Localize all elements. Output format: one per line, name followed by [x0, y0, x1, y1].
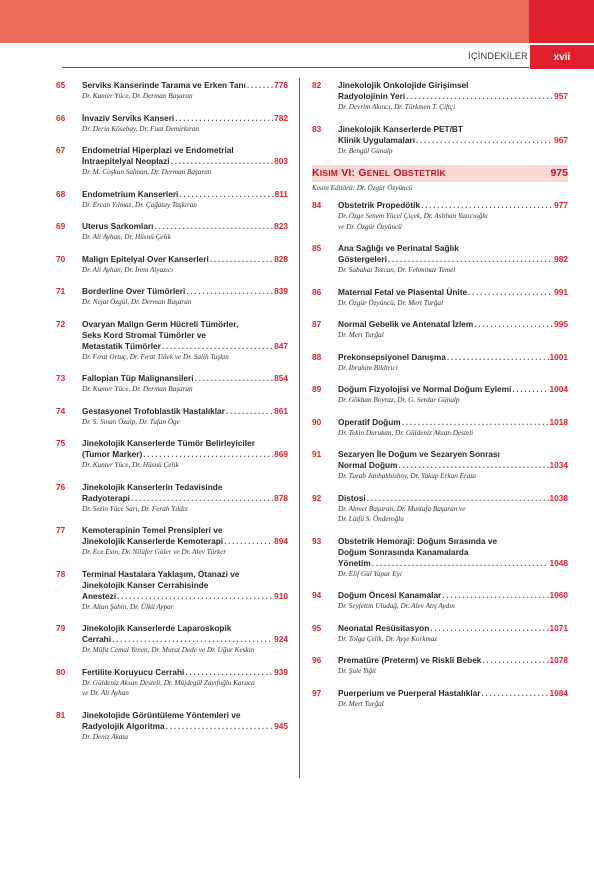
chapter-number: 78	[56, 568, 66, 579]
chapter-title-line: Terminal Hastalara Yaklaşım, Ötanazi ve	[82, 568, 240, 579]
chapter-title: Serviks Kanserinde Tarama ve Erken Tanı	[82, 80, 246, 90]
toc-entry[interactable]	[312, 449, 568, 482]
chapter-title: Operatif Doğum	[338, 416, 401, 427]
chapter-title-leader-line	[82, 221, 288, 232]
chapter-authors: Dr. Fırat Ortuç, Dr. Fırat Tülek ve Dr. Salih Taşkın	[82, 352, 229, 361]
chapter-number: 91	[312, 449, 322, 459]
chapter-title: Neonatal Resüsitasyon	[338, 622, 430, 633]
dot-leader	[482, 688, 549, 699]
chapter-title: Prekonsepsiyonel Danışma	[338, 351, 446, 362]
chapter-title-leader-line	[82, 591, 288, 602]
chapter-number: 89	[312, 384, 322, 394]
chapter-authors: Dr. Sezin Yüce Sarı, Dr. Ferah Yıldız	[82, 504, 188, 513]
chapter-title-leader-line	[82, 536, 288, 547]
chapter-title-line: Jinekolojide Görüntüleme Yöntemleri ve	[82, 709, 241, 720]
chapter-authors: Dr. Bengül Günalp	[338, 146, 393, 155]
chapter-title-line: Jinekolojik Kanser Cerrahisinde	[82, 579, 209, 590]
toc-right-column	[312, 80, 568, 709]
dot-leader	[179, 189, 273, 200]
chapter-title-leader-line	[82, 80, 288, 91]
chapter-number: 95	[312, 622, 322, 633]
dot-leader	[131, 493, 273, 504]
section-editor: Kısım Editörü: Dr. Özgür Özyüncü	[312, 184, 413, 192]
chapter-title-leader-line	[338, 352, 568, 363]
dot-leader	[402, 417, 549, 428]
chapter-title-leader-line	[82, 254, 288, 265]
dot-leader	[185, 667, 273, 678]
toc-entry[interactable]	[56, 438, 288, 471]
dot-leader	[166, 721, 273, 732]
dot-leader	[117, 591, 273, 602]
toc-entry[interactable]	[312, 352, 568, 374]
chapter-authors: Dr. Ali Ayhan, Dr. Hüsnü Çelik	[82, 233, 171, 241]
chapter-title: Puerperium ve Puerperal Hastalıklar	[338, 687, 481, 698]
chapter-page-number: 1018	[549, 416, 568, 427]
chapter-title: Distosi	[338, 492, 366, 503]
dot-leader	[224, 536, 273, 547]
chapter-title-leader-line	[338, 623, 568, 634]
chapter-number: 90	[312, 416, 322, 427]
chapter-authors: Dr. Elif Gül Yapar Eyi	[338, 569, 402, 578]
section-title: KISIM VI: GENEL OBSTETRİK	[312, 167, 446, 179]
dot-leader	[474, 319, 553, 330]
chapter-authors: Dr. Kunter Yüce, Dr. Derman Başaran	[82, 385, 193, 393]
chapter-number: 66	[56, 112, 66, 123]
chapter-title: Doğum Öncesi Kanamalar	[338, 590, 442, 600]
chapter-page-number: 803	[274, 156, 288, 166]
dot-leader	[388, 254, 553, 265]
chapter-title: (Tumor Marker)	[82, 449, 143, 459]
chapter-title: Radyolojinin Yeri	[338, 91, 406, 101]
chapter-title: Gestasyonel Trofoblastik Hastalıklar	[82, 405, 225, 416]
chapter-page-number: 839	[274, 286, 288, 296]
dot-leader	[442, 590, 548, 601]
chapter-title: İnvaziv Serviks Kanseri	[82, 112, 175, 123]
toc-entry[interactable]	[56, 406, 288, 428]
toc-entry[interactable]	[56, 569, 288, 613]
chapter-authors: ve Dr. Ali Ayhan	[82, 689, 129, 697]
chapter-title-line: Seks Kord Stromal Tümörler ve	[82, 329, 207, 340]
chapter-number: 96	[312, 655, 322, 665]
chapter-authors: Dr. Tolga Çelik, Dr. Ayşe Korkmaz	[338, 634, 438, 643]
chapter-page-number: 945	[274, 720, 288, 731]
toc-entry[interactable]	[312, 417, 568, 439]
chapter-title-leader-line	[82, 189, 288, 200]
chapter-number: 82	[312, 80, 322, 90]
chapter-page-number: 847	[274, 340, 288, 351]
section-page-number: 975	[550, 167, 568, 179]
toc-entry[interactable]	[312, 200, 568, 232]
toc-entry[interactable]	[312, 623, 568, 645]
dot-leader	[154, 221, 273, 232]
dot-leader	[398, 460, 548, 471]
chapter-authors: Dr. Güldeniz Aksan Desteli, Dr. Müjdegül Zayıfoğlu Karaca	[82, 678, 255, 687]
chapter-title: Jinekolojik Kanserlerde Kemoterapi	[82, 536, 224, 546]
chapter-authors: Dr. S. Sinan Özalp, Dr. Tufan Öge	[82, 417, 180, 426]
chapter-page-number: 869	[274, 449, 288, 459]
header-rule	[62, 67, 529, 68]
chapter-authors: Dr. Lütfü S. Önderoğlu	[338, 515, 404, 523]
chapter-authors: Dr. Gökhan Boyraz, Dr. G. Serdar Günalp	[338, 396, 460, 404]
chapter-title-line: Jinekolojik Kanserlerde Laparoskopik	[82, 623, 232, 633]
chapter-title-leader-line	[338, 590, 568, 601]
chapter-title-leader-line	[82, 113, 288, 124]
dot-leader	[406, 91, 553, 102]
chapter-title-line: Kemoterapinin Temel Prensipleri ve	[82, 525, 223, 535]
chapter-page-number: 894	[274, 536, 288, 546]
dot-leader	[112, 634, 273, 645]
chapter-title-leader-line	[82, 449, 288, 460]
toc-entry[interactable]	[56, 667, 288, 699]
chapter-number: 84	[312, 200, 322, 210]
chapter-page-number: 861	[274, 405, 288, 416]
column-divider	[299, 78, 300, 778]
chapter-title-leader-line	[338, 135, 568, 146]
chapter-title: Doğum Fizyolojisi ve Normal Doğum Eylemi	[338, 384, 512, 394]
chapter-number: 81	[56, 709, 66, 720]
chapter-page-number: 1034	[549, 460, 568, 470]
chapter-authors: Dr. Özge Senem Yücel Çiçek, Dr. Aslıhan Yazıcıoğlu	[338, 212, 488, 220]
toc-entry[interactable]	[312, 688, 568, 710]
chapter-number: 87	[312, 319, 322, 329]
chapter-number: 67	[56, 145, 66, 155]
chapter-authors: Dr. Özgür Özyüncü, Dr. Mert Turğal	[338, 298, 444, 307]
chapter-title-line: Ovaryan Malign Germ Hücreli Tümörler,	[82, 318, 239, 329]
chapter-authors: Dr. Nejat Özgül, Dr. Derman Başaran	[82, 298, 192, 306]
toc-entry[interactable]	[312, 590, 568, 612]
chapter-title: Normal Doğum	[338, 460, 398, 470]
chapter-authors: Dr. Mert Turğal	[338, 331, 384, 339]
chapter-page-number: 782	[274, 112, 288, 123]
chapter-title: Maternal Fetal ve Plasental Ünite	[338, 286, 468, 297]
chapter-title-leader-line	[82, 634, 288, 645]
dot-leader	[468, 287, 553, 298]
chapter-title-line: Endometrial Hiperplazi ve Endometrial	[82, 145, 234, 155]
chapter-title: Klinik Uygulamaları	[338, 134, 416, 145]
toc-entry[interactable]	[56, 113, 288, 135]
dot-leader	[447, 352, 549, 363]
chapter-number: 77	[56, 525, 66, 535]
chapter-number: 92	[312, 492, 322, 503]
section-heading	[312, 165, 568, 182]
dot-leader	[210, 254, 273, 265]
chapter-number: 74	[56, 405, 66, 416]
chapter-number: 83	[312, 123, 322, 134]
toc-entry[interactable]	[56, 80, 288, 102]
chapter-page-number: 1048	[549, 557, 568, 568]
dot-leader	[195, 373, 274, 384]
chapter-page-number: 1060	[549, 590, 568, 600]
chapter-title: Fertilite Koruyucu Cerrahi	[82, 666, 185, 677]
running-header-title: İÇİNDEKİLER	[468, 51, 528, 61]
chapter-page-number: 967	[554, 134, 568, 145]
toc-entry[interactable]	[56, 221, 288, 243]
chapter-title-leader-line	[338, 319, 568, 330]
chapter-title-leader-line	[338, 493, 568, 504]
chapter-number: 72	[56, 318, 66, 329]
chapter-title-leader-line	[338, 688, 568, 699]
chapter-number: 65	[56, 80, 66, 90]
dot-leader	[162, 341, 273, 352]
chapter-title: Normal Gebelik ve Antenatal İzlem	[338, 319, 474, 329]
chapter-authors: Dr. Tekin Durukan, Dr. Güldeniz Aksan Desteli	[338, 428, 474, 437]
chapter-title-leader-line	[82, 373, 288, 384]
toc-entry[interactable]	[56, 623, 288, 656]
chapter-title-leader-line	[338, 254, 568, 265]
dot-leader	[430, 623, 548, 634]
chapter-title-leader-line	[338, 417, 568, 428]
chapter-number: 80	[56, 666, 66, 677]
chapter-authors: Dr. Ercan Yılmaz, Dr. Çağatay Taşkıran	[82, 200, 197, 209]
chapter-title-leader-line	[338, 384, 568, 395]
chapter-authors: Dr. Mert Turğal	[338, 699, 384, 708]
chapter-page-number: 1004	[549, 384, 568, 394]
chapter-title-line: Sezaryen İle Doğum ve Sezaryen Sonrası	[338, 449, 500, 459]
toc-entry[interactable]	[312, 536, 568, 580]
chapter-title-line: Obstetrik Hemoraji: Doğum Sırasında ve	[338, 535, 498, 546]
chapter-title-line: Ana Sağlığı ve Perinatal Sağlık	[338, 243, 459, 253]
chapter-title: Fallopian Tüp Malignansileri	[82, 373, 194, 383]
chapter-number: 71	[56, 286, 66, 296]
chapter-number: 97	[312, 687, 322, 698]
chapter-title: Radyoterapi	[82, 492, 130, 503]
chapter-authors: Dr. Müfit Cemal Yenen, Dr. Murat Dede ve Dr. Uğur Keskin	[82, 646, 255, 654]
chapter-title: Borderline Over Tümörleri	[82, 286, 186, 296]
toc-entry[interactable]	[56, 286, 288, 308]
chapter-page-number: 982	[554, 254, 568, 264]
chapter-title-line: Jinekolojik Kanserlerde PET/BT	[338, 123, 463, 134]
chapter-authors: Dr. Deniz Akata	[82, 732, 128, 741]
chapter-authors: Dr. M. Coşkun Salman, Dr. Derman Başaran	[82, 168, 212, 176]
chapter-number: 86	[312, 286, 322, 297]
chapter-authors: Dr. Kunter Yüce, Dr. Derman Başaran	[82, 92, 193, 100]
chapter-title-line: Jinekolojik Kanserlerin Tedavisinde	[82, 481, 223, 492]
chapter-title: Anestezi	[82, 590, 117, 601]
toc-entry[interactable]	[312, 319, 568, 341]
chapter-page-number: 1071	[549, 622, 568, 633]
chapter-title-leader-line	[338, 655, 568, 666]
chapter-authors: ve Dr. Özgür Özyüncü	[338, 222, 402, 231]
chapter-title: Göstergeleri	[338, 254, 387, 264]
header-accent-block	[529, 0, 594, 43]
toc-entry[interactable]	[56, 710, 288, 743]
dot-leader	[186, 286, 273, 297]
chapter-title: Prematüre (Preterm) ve Riskli Bebek	[338, 655, 482, 665]
dot-leader	[416, 135, 553, 146]
dot-leader	[367, 493, 549, 504]
chapter-page-number: 957	[554, 91, 568, 101]
toc-entry[interactable]	[56, 525, 288, 558]
chapter-authors: Dr. Turab Janbakhishov, Dr. Yakup Erkan Erata	[338, 472, 476, 480]
toc-entry[interactable]	[312, 124, 568, 157]
chapter-number: 76	[56, 481, 66, 492]
toc-entry[interactable]	[312, 80, 568, 113]
chapter-title-line: Jinekolojik Onkolojide Girişimsel	[338, 80, 469, 90]
chapter-number: 94	[312, 590, 322, 600]
chapter-title: Metastatik Tümörler	[82, 340, 161, 351]
chapter-authors: Dr. Ali Ayhan, Dr. İrem Alyazıcı	[82, 265, 174, 274]
chapter-title-leader-line	[82, 341, 288, 352]
chapter-title-leader-line	[338, 287, 568, 298]
chapter-title-leader-line	[82, 667, 288, 678]
toc-entry[interactable]	[56, 145, 288, 178]
chapter-number: 70	[56, 253, 66, 264]
chapter-page-number: 828	[274, 253, 288, 264]
chapter-page-number: 991	[554, 286, 568, 297]
chapter-title-leader-line	[338, 200, 568, 211]
chapter-title-leader-line	[338, 460, 568, 471]
chapter-page-number: 1001	[549, 351, 568, 362]
chapter-page-number: 776	[274, 80, 288, 90]
chapter-authors: Dr. Sabahat Tezcan, Dr. Fehminaz Temel	[338, 266, 456, 274]
toc-left-column	[56, 80, 288, 742]
chapter-title-leader-line	[338, 91, 568, 102]
chapter-title-leader-line	[82, 721, 288, 732]
chapter-title-leader-line	[82, 156, 288, 167]
chapter-page-number: 878	[274, 492, 288, 503]
chapter-page-number: 823	[274, 221, 288, 231]
chapter-authors: Dr. Seyfettin Uludağ, Dr. Alev Atış Aydın	[338, 602, 455, 610]
chapter-page-number: 924	[274, 634, 288, 644]
toc-entry[interactable]	[56, 482, 288, 515]
chapter-authors: Dr. Derin Kösebay, Dr. Fuat Demirkıran	[82, 124, 199, 133]
chapter-title-leader-line	[82, 286, 288, 297]
page-number: xvii	[530, 45, 594, 69]
header-color-band	[0, 0, 529, 43]
toc-entry[interactable]	[56, 373, 288, 395]
chapter-title: Obstetrik Propedötik	[338, 200, 421, 210]
chapter-number: 73	[56, 373, 66, 383]
toc-entry[interactable]	[312, 493, 568, 525]
chapter-title: Malign Epitelyal Over Kanserleri	[82, 253, 209, 264]
dot-leader	[143, 449, 273, 460]
chapter-authors: Dr. Ece Esin, Dr. Nilüfer Güler ve Dr. Alev Türker	[82, 548, 227, 556]
chapter-title: Uterus Sarkomları	[82, 221, 154, 231]
dot-leader	[482, 655, 548, 666]
chapter-page-number: 977	[554, 200, 568, 210]
toc-entry[interactable]	[312, 655, 568, 677]
chapter-title-leader-line	[338, 558, 568, 569]
chapter-authors: Dr. İbrahim Bildirici	[338, 363, 398, 372]
toc-entry[interactable]	[56, 319, 288, 363]
chapter-page-number: 995	[554, 319, 568, 329]
chapter-number: 75	[56, 438, 66, 448]
chapter-title-line: Doğum Sonrasında Kanamalarda	[338, 546, 469, 557]
chapter-authors: Dr. Altan Şahin, Dr. Ülkü Aypar	[82, 602, 174, 611]
chapter-title: Yönetim	[338, 557, 371, 568]
dot-leader	[421, 200, 553, 211]
chapter-number: 79	[56, 623, 66, 633]
chapter-authors: Dr. Devrim Akıncı, Dr. Türkmen T. Çiftçi	[338, 103, 456, 111]
chapter-number: 93	[312, 535, 322, 546]
chapter-page-number: 811	[274, 188, 288, 199]
toc-entry[interactable]	[56, 254, 288, 276]
chapter-number: 68	[56, 188, 66, 199]
toc-entry[interactable]	[312, 243, 568, 276]
toc-entry[interactable]	[56, 189, 288, 211]
chapter-page-number: 1038	[549, 492, 568, 503]
chapter-authors: Dr. Ahmet Başaran, Dr. Mustafa Başaran ve	[338, 504, 466, 513]
dot-leader	[512, 384, 548, 395]
chapter-authors: Dr. Şule Yiğit	[338, 667, 377, 675]
toc-entry[interactable]	[312, 287, 568, 309]
chapter-authors: Dr. Kunter Yüce, Dr. Hüsnü Çelik	[82, 461, 179, 469]
dot-leader	[175, 113, 273, 124]
chapter-title-leader-line	[82, 493, 288, 504]
chapter-number: 69	[56, 221, 66, 231]
chapter-page-number: 854	[274, 373, 288, 383]
chapter-title: Radyolojik Algoritma	[82, 720, 165, 731]
chapter-number: 88	[312, 351, 322, 362]
chapter-title-leader-line	[82, 406, 288, 417]
chapter-page-number: 1084	[549, 687, 568, 698]
dot-leader	[171, 156, 274, 167]
chapter-title: Cerrahi	[82, 634, 112, 644]
chapter-page-number: 910	[274, 590, 288, 601]
dot-leader	[247, 80, 273, 91]
chapter-page-number: 1078	[549, 655, 568, 665]
dot-leader	[226, 406, 273, 417]
dot-leader	[372, 558, 549, 569]
toc-entry[interactable]	[312, 384, 568, 406]
chapter-title: Endometrium Kanserleri	[82, 188, 179, 199]
chapter-page-number: 939	[274, 666, 288, 677]
chapter-number: 85	[312, 243, 322, 253]
chapter-title-line: Jinekolojik Kanserlerde Tümör Belirleyiciler	[82, 438, 255, 448]
chapter-title: İntraepitelyal Neoplazi	[82, 156, 170, 166]
